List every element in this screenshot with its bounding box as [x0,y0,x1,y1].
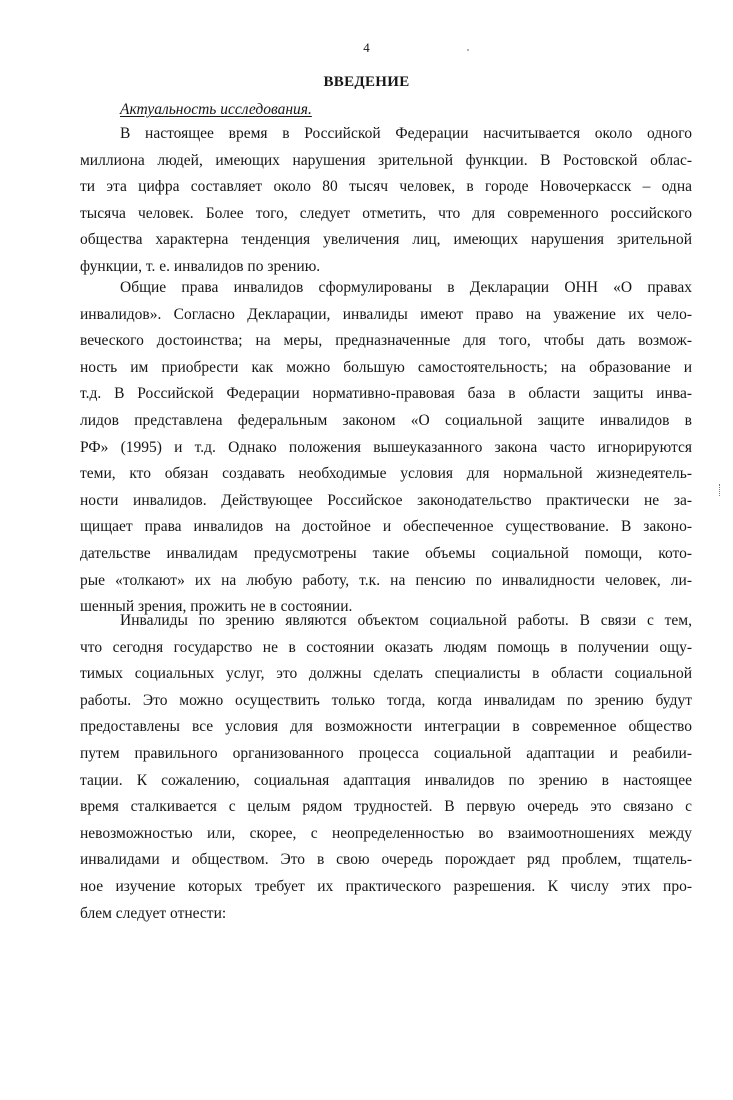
text-line: РФ» (1995) и т.д. Однако положения вышеуказанного закона часто игнорируются [80,438,692,456]
text-line: тации. К сожалению, социальная адаптация инвалидов по зрению в настоящее [80,771,692,789]
text-line: функции, т. е. инвалидов по зрению. [80,258,321,275]
text-line: Общие права инвалидов сформулированы в Декларации ОНН «О правах [120,279,692,296]
text-line: рые «толкают» их на любую работу, т.к. на пенсию по инвалидности человек, ли- [80,571,692,589]
scan-margin-mark [719,484,721,496]
text-line: т.д. В Российской Федерации нормативно-правовая база в области защиты инва- [80,385,692,403]
text-line: путем правильного организованного процесса социальной адаптации и реабили- [80,745,692,762]
text-line: В настоящее время в Российской Федерации насчитывается около одного [120,125,692,142]
text-line: работы. Это можно осуществить только тогда, когда инвалидам по зрению будут [80,691,692,709]
text-line: невозможностью или, скорее, с неопределенностью во взаимоотношениях между [80,824,692,842]
text-line: ти эта цифра составляет около 80 тысяч человек, в городе Новочеркасск – одна [80,178,692,196]
text-line: что сегодня государство не в состоянии оказать людям помощь в получении ощу- [80,638,692,656]
text-line: лидов представлена федеральным законом «О социальной защите инвалидов в [80,412,692,429]
page-number: 4 [363,40,370,55]
text-line: шенный зрения, прожить не в состоянии. [80,598,353,616]
text-line: время сталкивается с целым рядом трудностей. В первую очередь это связано с [80,798,692,816]
text-line: веческого достоинства; на меры, предназначенные для того, чтобы дать возмож- [80,332,692,350]
text-line: инвалидами и обществом. Это в свою очередь порождает ряд проблем, тщатель- [80,851,692,869]
text-line: ное изучение которых требует их практического разрешения. К числу этих про- [80,878,692,895]
section-heading: ВВЕДЕНИЕ [323,74,410,90]
text-line: Инвалиды по зрению являются объектом социальной работы. В связи с тем, [120,612,692,629]
text-line: предоставлены все условия для возможности интеграции в современное общество [80,718,692,736]
text-line: ности инвалидов. Действующее Российское законодательство практически не за- [80,491,692,509]
text-line: ность им приобрести как можно большую самостоятельность; на образование и [80,358,692,376]
text-line: дательстве инвалидам предусмотрены такие объемы социальной помощи, кото- [80,545,692,562]
text-line: тимых социальных услуг, это должны сделать специалисты в области социальной [80,665,692,683]
text-line: инвалидов». Согласно Декларации, инвалиды имеют право на уважение их чело- [80,305,692,323]
section-subheading: Актуальность исследования. [120,101,312,118]
text-line: теми, кто обязан создавать необходимые условия для нормальной жизнедеятель- [80,465,692,483]
text-line: миллиона людей, имеющих нарушения зрительной функции. В Ростовской облас- [80,151,692,169]
text-line: тысяча человек. Более того, следует отметить, что для современного российского [80,204,692,222]
text-line: щищает права инвалидов на достойное и обеспеченное существование. В законо- [80,518,692,536]
text-line: блем следует отнести: [80,904,227,922]
text-line: общества характерна тенденция увеличения лиц, имеющих нарушения зрительной [80,231,692,249]
